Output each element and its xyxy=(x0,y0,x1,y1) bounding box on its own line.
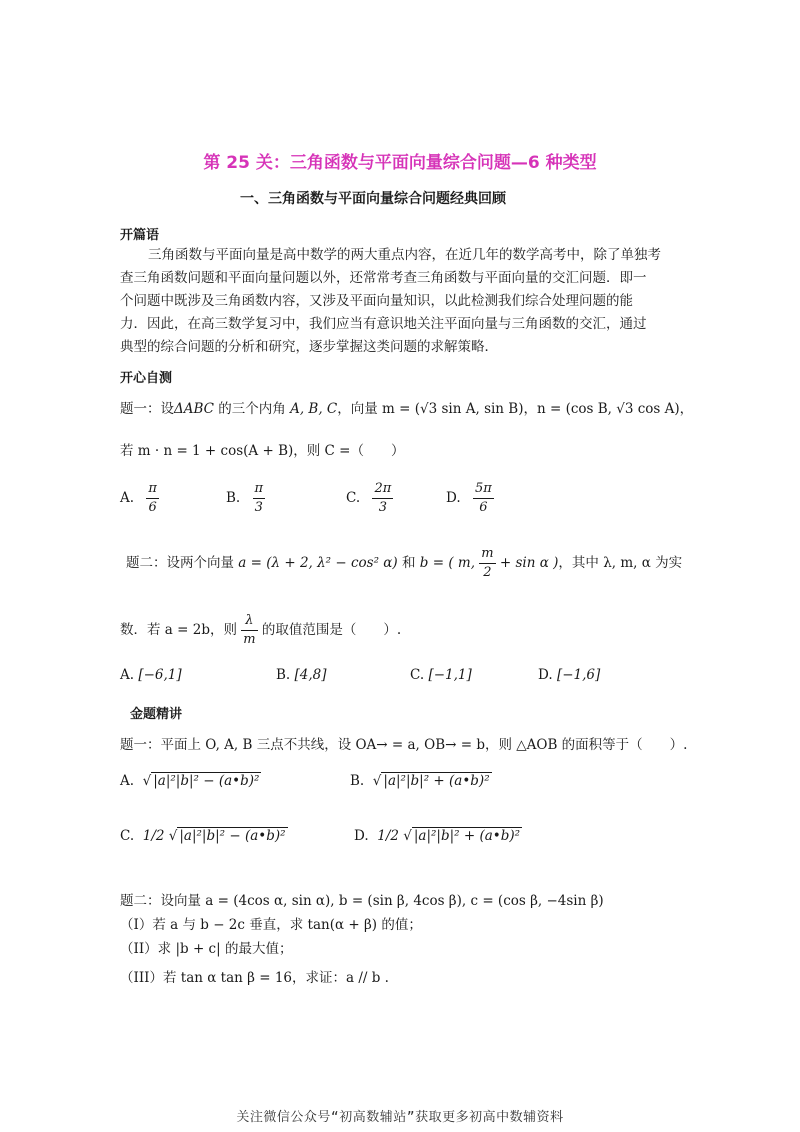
q2-line2-suffix: 的取值范围是（ ）. xyxy=(257,622,402,638)
gold-heading: 金题精讲 xyxy=(130,707,183,722)
q2-line2-prefix: 数．若 a = 2b，则 xyxy=(120,622,242,638)
q2-line1 xyxy=(126,545,682,582)
q1-vectors: ，向量 m = (√3 sin A, sin B)，n = (cos B, √3 cos A)， xyxy=(337,401,694,417)
gold-q1-text: 题一：平面上 O, A, B 三点不共线，设 OA→ = a, OB→ = b，则 △AOB 的面积等于（ ）. xyxy=(120,737,688,753)
q2-fraction-lambda-m: $\frac{\lambda}{m}$ xyxy=(243,613,256,647)
q2-option-d: D. [−1,6] xyxy=(538,667,601,683)
option-label: A. xyxy=(120,490,135,506)
intro-line: 典型的综合问题的分析和研究，逐步掌握这类问题的求解策略． xyxy=(120,339,498,355)
option-fraction: $\frac{\pi}{3}$ xyxy=(254,481,264,515)
intro-line: 查三角函数问题和平面向量问题以外，还常常考查三角函数与平面向量的交汇问题．即一 xyxy=(120,270,647,286)
gold-q1-option-c: C. 1/2 √ |a|²|b|² − (a•b)² xyxy=(120,828,286,844)
option-label: C. xyxy=(346,490,361,506)
self-test-heading: 开心自测 xyxy=(120,371,173,386)
q2-option-a: A. [−6,1] xyxy=(120,667,182,683)
footer-note: 关注微信公众号“初高数辅站”获取更多初高中数辅资料 xyxy=(236,1110,564,1125)
gold-q2-part2: （II）求 |b + c| 的最大值； xyxy=(120,941,293,957)
q1-option-d xyxy=(446,480,494,517)
q1-option-c xyxy=(346,480,393,517)
q1-option-a xyxy=(120,480,159,517)
q1-mid: 的三个内角 xyxy=(214,401,291,417)
q1-option-b xyxy=(226,480,265,517)
q2-fraction-m2: $\frac{m}{2}$ xyxy=(481,546,494,580)
option-label: B. xyxy=(226,490,241,506)
gold-q2-part3: （III）若 tan α tan β = 16，求证：a // b . xyxy=(120,970,389,986)
option-label: D. xyxy=(446,490,461,506)
q2-vector-a: a = (λ + 2, λ² − cos² α) xyxy=(238,555,398,571)
section-subtitle: 一、三角函数与平面向量综合问题经典回顾 xyxy=(240,191,506,207)
q2-option-b: B. [4,8] xyxy=(276,667,327,683)
q2-vector-b-end: + sin α ) xyxy=(495,555,559,571)
intro-line: 个问题中既涉及三角函数内容，又涉及平面向量知识，以此检测我们综合处理问题的能 xyxy=(120,293,633,309)
gold-q1-option-d: D. 1/2 √ |a|²|b|² + (a•b)² xyxy=(354,828,521,844)
option-fraction: $\frac{\pi}{6}$ xyxy=(148,481,157,515)
gold-q1-option-b: B. √ |a|²|b|² + (a•b)² xyxy=(350,773,490,789)
page-title: 第 25 关：三角函数与平面向量综合问题—6 种类型 xyxy=(203,153,597,173)
gold-q1-option-a: A. √ |a|²|b|² − (a•b)² xyxy=(120,773,260,789)
q2-prefix: 题二：设两个向量 xyxy=(126,555,239,571)
q1-prefix: 题一：设 xyxy=(120,401,174,417)
option-fraction: $\frac{2\pi}{3}$ xyxy=(374,481,392,515)
intro-heading: 开篇语 xyxy=(120,228,160,243)
gold-q2-part1: （I）若 a 与 b − 2c 垂直，求 tan(α + β) 的值； xyxy=(120,917,422,933)
q2-option-c: C. [−1,1] xyxy=(410,667,472,683)
q2-and: 和 xyxy=(397,555,420,571)
q1-line1 xyxy=(120,397,693,417)
q1-triangle: ΔABC xyxy=(174,401,214,417)
q2-suffix: ，其中 λ, m, α 为实 xyxy=(558,555,683,571)
gold-q2-line1: 题二：设向量 a = (4cos α, sin α), b = (sin β, 4cos β), c = (cos β, −4sin β) xyxy=(120,893,604,909)
intro-paragraph xyxy=(120,244,680,359)
intro-line: 力．因此，在高三数学复习中，我们应当有意识地关注平面向量与三角函数的交汇，通过 xyxy=(120,316,647,332)
q1-line2: 若 m · n = 1 + cos(A + B)，则 C =（ ） xyxy=(120,443,405,459)
q1-angles: A, B, C xyxy=(290,401,338,417)
option-fraction: $\frac{5\pi}{6}$ xyxy=(474,481,492,515)
q2-line2 xyxy=(120,612,401,649)
intro-line: 三角函数与平面向量是高中数学的两大重点内容，在近几年的数学高考中，除了单独考 xyxy=(148,247,661,263)
q2-vector-b-start: b = ( m, xyxy=(419,555,480,571)
